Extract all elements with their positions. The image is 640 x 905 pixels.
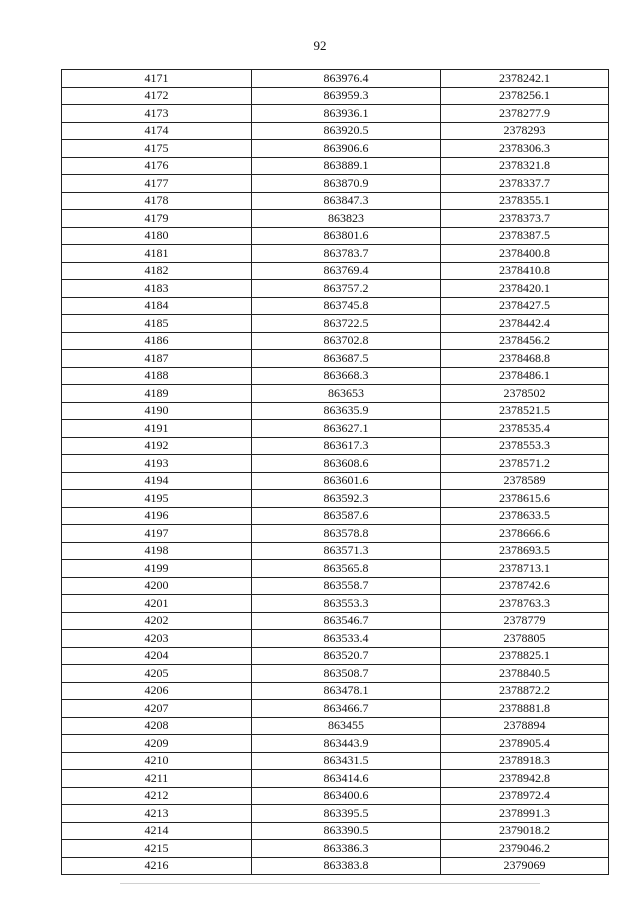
y-coordinate-cell: 2378972.4 [441, 787, 609, 805]
table-row [62, 175, 609, 193]
table-row [62, 122, 609, 140]
table-row [62, 157, 609, 175]
x-coordinate-cell: 863959.3 [252, 87, 441, 105]
y-coordinate-cell: 2378991.3 [441, 805, 609, 823]
y-coordinate-cell: 2378373.7 [441, 210, 609, 228]
y-coordinate-cell: 2378693.5 [441, 542, 609, 560]
y-coordinate-cell: 2378337.7 [441, 175, 609, 193]
x-coordinate-cell: 863757.2 [252, 280, 441, 298]
x-coordinate-cell: 863936.1 [252, 105, 441, 123]
point-number-cell: 4191 [62, 420, 252, 438]
y-coordinate-cell: 2378918.3 [441, 752, 609, 770]
table-row [62, 612, 609, 630]
point-number-cell: 4201 [62, 595, 252, 613]
table-row [62, 700, 609, 718]
y-coordinate-cell: 2378420.1 [441, 280, 609, 298]
y-coordinate-cell: 2378779 [441, 612, 609, 630]
table-row [62, 332, 609, 350]
point-number-cell: 4203 [62, 630, 252, 648]
y-coordinate-cell: 2378840.5 [441, 665, 609, 683]
y-coordinate-cell: 2378410.8 [441, 262, 609, 280]
point-number-cell: 4194 [62, 472, 252, 490]
x-coordinate-cell: 863587.6 [252, 507, 441, 525]
x-coordinate-cell: 863801.6 [252, 227, 441, 245]
y-coordinate-cell: 2378468.8 [441, 350, 609, 368]
x-coordinate-cell: 863870.9 [252, 175, 441, 193]
point-number-cell: 4185 [62, 315, 252, 333]
x-coordinate-cell: 863687.5 [252, 350, 441, 368]
table-row [62, 717, 609, 735]
point-number-cell: 4206 [62, 682, 252, 700]
table-row [62, 210, 609, 228]
table-row [62, 630, 609, 648]
x-coordinate-cell: 863466.7 [252, 700, 441, 718]
point-number-cell: 4177 [62, 175, 252, 193]
x-coordinate-cell: 863400.6 [252, 787, 441, 805]
table-row [62, 822, 609, 840]
x-coordinate-cell: 863558.7 [252, 577, 441, 595]
y-coordinate-cell: 2378442.4 [441, 315, 609, 333]
y-coordinate-cell: 2379046.2 [441, 840, 609, 858]
point-number-cell: 4197 [62, 525, 252, 543]
table-row [62, 595, 609, 613]
table-row [62, 507, 609, 525]
table-row [62, 385, 609, 403]
table-row [62, 735, 609, 753]
point-number-cell: 4179 [62, 210, 252, 228]
y-coordinate-cell: 2378872.2 [441, 682, 609, 700]
y-coordinate-cell: 2378256.1 [441, 87, 609, 105]
y-coordinate-cell: 2378666.6 [441, 525, 609, 543]
point-number-cell: 4172 [62, 87, 252, 105]
point-number-cell: 4198 [62, 542, 252, 560]
x-coordinate-cell: 863520.7 [252, 647, 441, 665]
y-coordinate-cell: 2378400.8 [441, 245, 609, 263]
x-coordinate-cell: 863601.6 [252, 472, 441, 490]
table-row [62, 192, 609, 210]
x-coordinate-cell: 863508.7 [252, 665, 441, 683]
y-coordinate-cell: 2379069 [441, 857, 609, 875]
point-number-cell: 4184 [62, 297, 252, 315]
point-number-cell: 4214 [62, 822, 252, 840]
table-row [62, 420, 609, 438]
x-coordinate-cell: 863571.3 [252, 542, 441, 560]
point-number-cell: 4199 [62, 560, 252, 578]
x-coordinate-cell: 863533.4 [252, 630, 441, 648]
point-number-cell: 4173 [62, 105, 252, 123]
x-coordinate-cell: 863608.6 [252, 455, 441, 473]
y-coordinate-cell: 2378742.6 [441, 577, 609, 595]
y-coordinate-cell: 2378571.2 [441, 455, 609, 473]
x-coordinate-cell: 863386.3 [252, 840, 441, 858]
table-row [62, 297, 609, 315]
point-number-cell: 4192 [62, 437, 252, 455]
y-coordinate-cell: 2378355.1 [441, 192, 609, 210]
x-coordinate-cell: 863553.3 [252, 595, 441, 613]
point-number-cell: 4200 [62, 577, 252, 595]
point-number-cell: 4202 [62, 612, 252, 630]
x-coordinate-cell: 863431.5 [252, 752, 441, 770]
table-row [62, 560, 609, 578]
x-coordinate-cell: 863769.4 [252, 262, 441, 280]
point-number-cell: 4207 [62, 700, 252, 718]
table-row [62, 857, 609, 875]
page-number: 92 [313, 38, 327, 53]
point-number-cell: 4209 [62, 735, 252, 753]
y-coordinate-cell: 2378535.4 [441, 420, 609, 438]
y-coordinate-cell: 2378293 [441, 122, 609, 140]
x-coordinate-cell: 863617.3 [252, 437, 441, 455]
point-number-cell: 4186 [62, 332, 252, 350]
table-row [62, 350, 609, 368]
y-coordinate-cell: 2378521.5 [441, 402, 609, 420]
table-row [62, 245, 609, 263]
point-number-cell: 4216 [62, 857, 252, 875]
x-coordinate-cell: 863722.5 [252, 315, 441, 333]
y-coordinate-cell: 2379018.2 [441, 822, 609, 840]
x-coordinate-cell: 863627.1 [252, 420, 441, 438]
table-row [62, 70, 609, 88]
y-coordinate-cell: 2378502 [441, 385, 609, 403]
y-coordinate-cell: 2378277.9 [441, 105, 609, 123]
y-coordinate-cell: 2378615.6 [441, 490, 609, 508]
table-row [62, 490, 609, 508]
point-number-cell: 4205 [62, 665, 252, 683]
y-coordinate-cell: 2378321.8 [441, 157, 609, 175]
x-coordinate-cell: 863823 [252, 210, 441, 228]
table-row [62, 437, 609, 455]
point-number-cell: 4204 [62, 647, 252, 665]
point-number-cell: 4182 [62, 262, 252, 280]
table-row [62, 315, 609, 333]
table-row [62, 105, 609, 123]
table-row [62, 262, 609, 280]
y-coordinate-cell: 2378427.5 [441, 297, 609, 315]
table-row [62, 682, 609, 700]
y-coordinate-cell: 2378589 [441, 472, 609, 490]
table-row [62, 455, 609, 473]
point-number-cell: 4188 [62, 367, 252, 385]
x-coordinate-cell: 863653 [252, 385, 441, 403]
table-row [62, 402, 609, 420]
y-coordinate-cell: 2378713.1 [441, 560, 609, 578]
x-coordinate-cell: 863847.3 [252, 192, 441, 210]
table-row [62, 227, 609, 245]
point-number-cell: 4180 [62, 227, 252, 245]
table-row [62, 280, 609, 298]
table-row [62, 577, 609, 595]
x-coordinate-cell: 863783.7 [252, 245, 441, 263]
x-coordinate-cell: 863578.8 [252, 525, 441, 543]
table-row [62, 752, 609, 770]
y-coordinate-cell: 2378763.3 [441, 595, 609, 613]
table-row [62, 525, 609, 543]
x-coordinate-cell: 863414.6 [252, 770, 441, 788]
point-number-cell: 4178 [62, 192, 252, 210]
y-coordinate-cell: 2378306.3 [441, 140, 609, 158]
table-row [62, 665, 609, 683]
table-row [62, 472, 609, 490]
x-coordinate-cell: 863395.5 [252, 805, 441, 823]
point-number-cell: 4176 [62, 157, 252, 175]
table-row [62, 840, 609, 858]
x-coordinate-cell: 863745.8 [252, 297, 441, 315]
y-coordinate-cell: 2378805 [441, 630, 609, 648]
point-number-cell: 4187 [62, 350, 252, 368]
point-number-cell: 4190 [62, 402, 252, 420]
x-coordinate-cell: 863635.9 [252, 402, 441, 420]
y-coordinate-cell: 2378553.3 [441, 437, 609, 455]
x-coordinate-cell: 863889.1 [252, 157, 441, 175]
x-coordinate-cell: 863390.5 [252, 822, 441, 840]
x-coordinate-cell: 863455 [252, 717, 441, 735]
y-coordinate-cell: 2378387.5 [441, 227, 609, 245]
point-number-cell: 4193 [62, 455, 252, 473]
point-number-cell: 4208 [62, 717, 252, 735]
point-number-cell: 4215 [62, 840, 252, 858]
table-body [62, 70, 609, 875]
point-number-cell: 4195 [62, 490, 252, 508]
x-coordinate-cell: 863668.3 [252, 367, 441, 385]
y-coordinate-cell: 2378456.2 [441, 332, 609, 350]
x-coordinate-cell: 863546.7 [252, 612, 441, 630]
point-number-cell: 4212 [62, 787, 252, 805]
x-coordinate-cell: 863565.8 [252, 560, 441, 578]
y-coordinate-cell: 2378894 [441, 717, 609, 735]
table-row [62, 87, 609, 105]
point-number-cell: 4183 [62, 280, 252, 298]
y-coordinate-cell: 2378486.1 [441, 367, 609, 385]
point-number-cell: 4213 [62, 805, 252, 823]
y-coordinate-cell: 2378242.1 [441, 70, 609, 88]
y-coordinate-cell: 2378633.5 [441, 507, 609, 525]
point-number-cell: 4189 [62, 385, 252, 403]
point-number-cell: 4196 [62, 507, 252, 525]
point-number-cell: 4174 [62, 122, 252, 140]
y-coordinate-cell: 2378825.1 [441, 647, 609, 665]
table-row [62, 647, 609, 665]
x-coordinate-cell: 863976.4 [252, 70, 441, 88]
table-row [62, 542, 609, 560]
x-coordinate-cell: 863906.6 [252, 140, 441, 158]
x-coordinate-cell: 863443.9 [252, 735, 441, 753]
x-coordinate-cell: 863383.8 [252, 857, 441, 875]
footer-divider [120, 883, 540, 884]
table-row [62, 770, 609, 788]
y-coordinate-cell: 2378905.4 [441, 735, 609, 753]
table-row [62, 140, 609, 158]
coordinates-table [61, 69, 609, 875]
x-coordinate-cell: 863478.1 [252, 682, 441, 700]
table-row [62, 805, 609, 823]
point-number-cell: 4175 [62, 140, 252, 158]
table-row [62, 367, 609, 385]
point-number-cell: 4211 [62, 770, 252, 788]
point-number-cell: 4181 [62, 245, 252, 263]
table-row [62, 787, 609, 805]
point-number-cell: 4210 [62, 752, 252, 770]
point-number-cell: 4171 [62, 70, 252, 88]
x-coordinate-cell: 863920.5 [252, 122, 441, 140]
y-coordinate-cell: 2378881.8 [441, 700, 609, 718]
x-coordinate-cell: 863702.8 [252, 332, 441, 350]
x-coordinate-cell: 863592.3 [252, 490, 441, 508]
y-coordinate-cell: 2378942.8 [441, 770, 609, 788]
